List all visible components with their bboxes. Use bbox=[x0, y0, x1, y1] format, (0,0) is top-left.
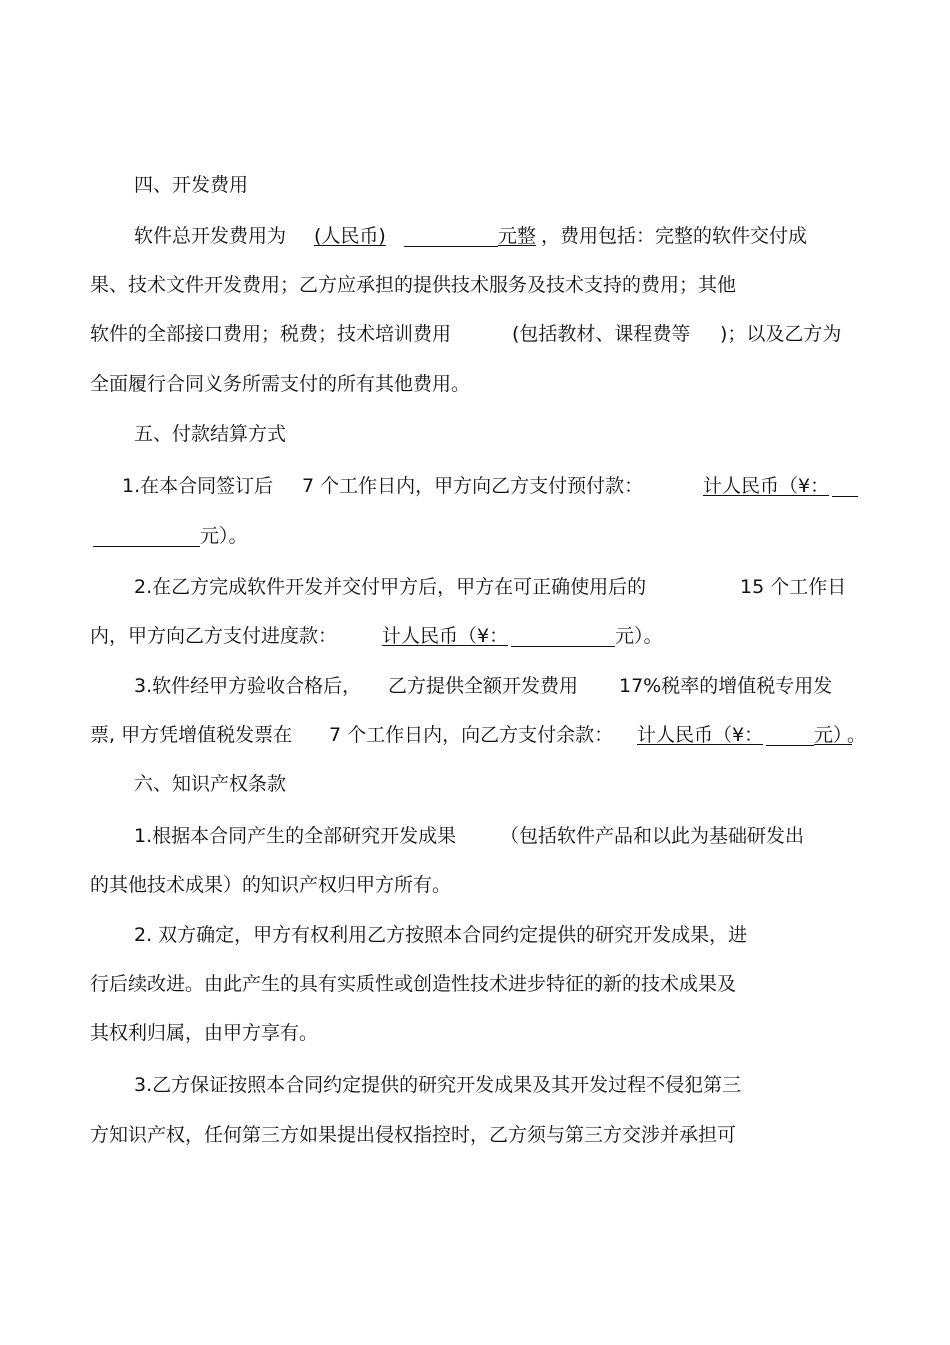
s6-item-2: 2. 双方确定，甲方有权利用乙方按照本合同约定提供的研究开发成果，进 bbox=[134, 924, 748, 946]
s4-text: ，费用包括：完整的软件交付成 bbox=[541, 225, 808, 247]
s5-item-3-amount: 计人民币（¥： bbox=[637, 724, 764, 746]
section-6-heading: 六、知识产权条款 bbox=[134, 773, 287, 795]
s5-item-1-yuan: 元）。 bbox=[200, 525, 248, 547]
s4-text: (包括教材、课程费等 bbox=[512, 323, 691, 345]
s4-text: 软件的全部接口费用；税费；技术培训费用 bbox=[90, 323, 452, 345]
section-5-heading: 五、付款结算方式 bbox=[134, 423, 287, 445]
s5-item-2: 15 个工作日 bbox=[740, 576, 847, 598]
s4-text: 全面履行合同义务所需支付的所有其他费用。 bbox=[90, 373, 471, 395]
s5-item-1-blank bbox=[93, 546, 200, 547]
s5-item-1-blank bbox=[832, 496, 858, 497]
s5-item-1-amount: 计人民币（¥： bbox=[703, 475, 830, 497]
s5-item-3-blank bbox=[766, 745, 814, 746]
s6-item-3: 3.乙方保证按照本合同约定提供的研究开发成果及其开发过程不侵犯第三 bbox=[134, 1074, 742, 1096]
s5-item-3: 乙方提供全额开发费用 bbox=[388, 675, 579, 697]
s6-item-1: （包括软件产品和以此为基础研发出 bbox=[500, 825, 805, 847]
s5-item-1: 1.在本合同签订后 bbox=[122, 475, 274, 497]
s6-item-2: 行后续改进。由此产生的具有实质性或创造性技术进步特征的新的技术成果及 bbox=[90, 973, 737, 995]
s5-item-2: 2.在乙方完成软件开发并交付甲方后，甲方在可正确使用后的 bbox=[134, 576, 647, 598]
s4-text: 果、技术文件开发费用；乙方应承担的提供技术服务及技术支持的费用；其他 bbox=[90, 274, 737, 296]
s5-item-3: 17%税率的增值税专用发 bbox=[619, 675, 833, 697]
s4-text: 软件总开发费用为 bbox=[134, 225, 287, 247]
s5-item-3: 3.软件经甲方验收合格后， bbox=[134, 675, 362, 697]
s5-item-3: 票, 甲方凭增值税发票在 bbox=[90, 724, 293, 746]
s5-item-3-yuan: 元） bbox=[814, 724, 853, 746]
s4-text: )；以及乙方为 bbox=[720, 323, 842, 345]
s4-amount-blank bbox=[404, 246, 498, 247]
s6-item-1: 1.根据本合同产生的全部研究开发成果 bbox=[134, 825, 457, 847]
s6-item-2: 其权利归属，由甲方享有。 bbox=[90, 1022, 319, 1044]
s5-item-3: 7 个工作日内，向乙方支付余款： bbox=[329, 724, 614, 746]
s6-item-3: 方知识产权，任何第三方如果提出侵权指控时，乙方须与第三方交涉并承担可 bbox=[90, 1124, 737, 1146]
s5-item-2-amount: 计人民币（¥： bbox=[382, 625, 509, 647]
s5-item-2: 内，甲方向乙方支付进度款： bbox=[90, 625, 338, 647]
s4-yuan: 元整 bbox=[498, 225, 537, 247]
s5-item-1: 7 个工作日内，甲方向乙方支付预付款： bbox=[302, 475, 644, 497]
s4-currency: (人民币) bbox=[314, 225, 386, 247]
s5-item-3-period: 。 bbox=[847, 724, 867, 746]
s6-item-1: 的其他技术成果）的知识产权归甲方所有。 bbox=[90, 874, 452, 896]
s5-item-2-yuan: 元）。 bbox=[615, 625, 663, 647]
s5-item-2-blank bbox=[511, 646, 615, 647]
section-4-heading: 四、开发费用 bbox=[134, 174, 249, 196]
